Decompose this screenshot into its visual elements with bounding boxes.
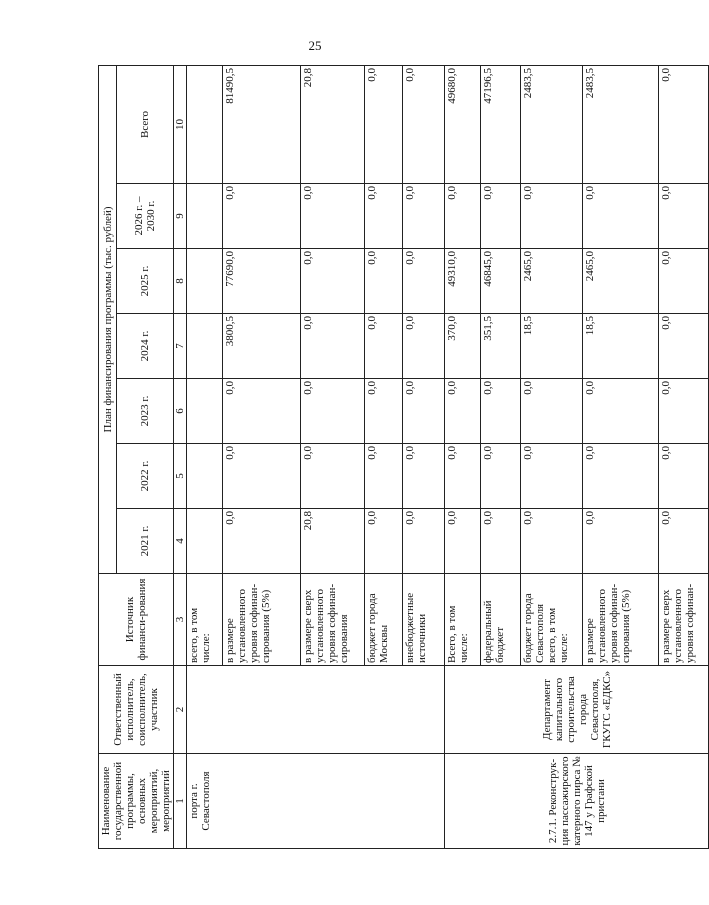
value-cell: 46845,0	[481, 249, 521, 314]
value-cell: 0,0	[659, 379, 709, 444]
block2-source: в размере сверх установленного уровня софинан-	[659, 574, 709, 666]
column-number: 6	[174, 379, 187, 444]
value-cell	[187, 444, 223, 509]
column-number: 3	[174, 574, 187, 666]
value-cell: 0,0	[223, 509, 301, 574]
value-cell: 0,0	[481, 379, 521, 444]
value-cell: 0,0	[403, 249, 445, 314]
financing-table-sheet	[98, 66, 696, 849]
page-number: 25	[308, 38, 322, 53]
value-cell: 0,0	[521, 379, 583, 444]
column-number: 8	[174, 249, 187, 314]
value-cell: 0,0	[583, 444, 659, 509]
value-cell	[187, 184, 223, 249]
header-responsible: Ответственный исполнитель, соисполнитель, участник	[99, 666, 174, 754]
value-cell: 0,0	[481, 184, 521, 249]
value-cell: 0,0	[583, 509, 659, 574]
value-cell: 0,0	[223, 444, 301, 509]
value-cell: 0,0	[659, 509, 709, 574]
value-cell: 0,0	[659, 444, 709, 509]
header-year-2024: 2024 г.	[117, 314, 174, 379]
header-total: Всего	[117, 65, 174, 183]
column-number: 1	[174, 754, 187, 849]
value-cell: 0,0	[659, 314, 709, 379]
value-cell: 18,5	[583, 314, 659, 379]
block2-source: федеральный бюджет	[481, 574, 521, 666]
block2-name: 2.7.1. Реконструк-ция пассажирского катерного пирса № 147 у Графской пристани	[445, 754, 709, 849]
column-number: 10	[174, 65, 187, 183]
value-cell: 351,5	[481, 314, 521, 379]
block1-name: порта г. Севастополя	[187, 754, 445, 849]
column-number: 9	[174, 184, 187, 249]
value-cell: 49310,0	[445, 249, 481, 314]
header-name: Наименование государственной программы, основных мероприятий, мероприятий	[99, 754, 174, 849]
value-cell: 0,0	[365, 314, 403, 379]
value-cell: 0,0	[445, 444, 481, 509]
value-cell: 20,8	[301, 65, 365, 183]
value-cell: 0,0	[445, 509, 481, 574]
value-cell: 0,0	[481, 444, 521, 509]
value-cell: 2465,0	[583, 249, 659, 314]
value-cell: 0,0	[365, 184, 403, 249]
column-number: 5	[174, 444, 187, 509]
value-cell: 0,0	[365, 444, 403, 509]
value-cell: 2483,5	[521, 65, 583, 183]
value-cell: 0,0	[445, 379, 481, 444]
value-cell	[187, 314, 223, 379]
value-cell: 0,0	[365, 379, 403, 444]
financing-plan-table	[98, 65, 709, 849]
value-cell: 0,0	[583, 379, 659, 444]
rotated-table-wrapper	[98, 66, 696, 849]
header-year-2021: 2021 г.	[117, 509, 174, 574]
value-cell: 0,0	[365, 65, 403, 183]
value-cell: 0,0	[481, 509, 521, 574]
header-year-2023: 2023 г.	[117, 379, 174, 444]
value-cell: 0,0	[223, 379, 301, 444]
value-cell: 0,0	[223, 184, 301, 249]
value-cell: 0,0	[365, 509, 403, 574]
value-cell: 0,0	[403, 509, 445, 574]
block2-source: в размере установленного уровня софинан-сирования (5%)	[583, 574, 659, 666]
header-source: Источник финанси-рования	[99, 574, 174, 666]
value-cell: 3800,5	[223, 314, 301, 379]
value-cell: 2465,0	[521, 249, 583, 314]
column-number: 4	[174, 509, 187, 574]
value-cell: 0,0	[301, 184, 365, 249]
value-cell: 0,0	[659, 65, 709, 183]
header-year-2022: 2022 г.	[117, 444, 174, 509]
value-cell: 47196,5	[481, 65, 521, 183]
value-cell: 49680,0	[445, 65, 481, 183]
value-cell: 0,0	[403, 379, 445, 444]
value-cell: 0,0	[445, 184, 481, 249]
value-cell: 0,0	[659, 249, 709, 314]
block2-source: Всего, в том числе:	[445, 574, 481, 666]
value-cell: 77690,0	[223, 249, 301, 314]
value-cell: 0,0	[659, 184, 709, 249]
value-cell	[187, 379, 223, 444]
block1-source: всего, в том числе:	[187, 574, 223, 666]
value-cell	[187, 509, 223, 574]
value-cell: 0,0	[301, 444, 365, 509]
value-cell: 0,0	[403, 444, 445, 509]
value-cell: 0,0	[365, 249, 403, 314]
value-cell: 0,0	[521, 444, 583, 509]
column-number: 7	[174, 314, 187, 379]
value-cell: 0,0	[301, 379, 365, 444]
value-cell	[187, 65, 223, 183]
value-cell: 0,0	[301, 249, 365, 314]
block2-responsible: Департамент капитального строительства города Севастополя, ГКУГС «ЕДКС»	[445, 666, 709, 754]
column-number: 2	[174, 666, 187, 754]
value-cell: 0,0	[301, 314, 365, 379]
value-cell: 0,0	[521, 184, 583, 249]
value-cell: 20,8	[301, 509, 365, 574]
value-cell: 18,5	[521, 314, 583, 379]
block1-source: в размере установленного уровня софинан-сирования (5%)	[223, 574, 301, 666]
value-cell: 0,0	[521, 509, 583, 574]
value-cell: 2483,5	[583, 65, 659, 183]
value-cell: 0,0	[583, 184, 659, 249]
block1-source: внебюджетные источники	[403, 574, 445, 666]
value-cell: 0,0	[403, 184, 445, 249]
header-year-2026-2030: 2026 г. – 2030 г.	[117, 184, 174, 249]
block2-source: бюджет города Севастополя всего, в том числе:	[521, 574, 583, 666]
value-cell: 0,0	[403, 65, 445, 183]
value-cell	[187, 249, 223, 314]
block1-source: в размере сверх установленного уровня софинан-сирования	[301, 574, 365, 666]
value-cell: 0,0	[403, 314, 445, 379]
header-year-2025: 2025 г.	[117, 249, 174, 314]
block1-responsible	[187, 666, 445, 754]
value-cell: 370,0	[445, 314, 481, 379]
header-plan: План финансирования программы (тыс. рублей)	[99, 65, 117, 573]
block1-source: бюджет города Москвы	[365, 574, 403, 666]
value-cell: 81490,5	[223, 65, 301, 183]
